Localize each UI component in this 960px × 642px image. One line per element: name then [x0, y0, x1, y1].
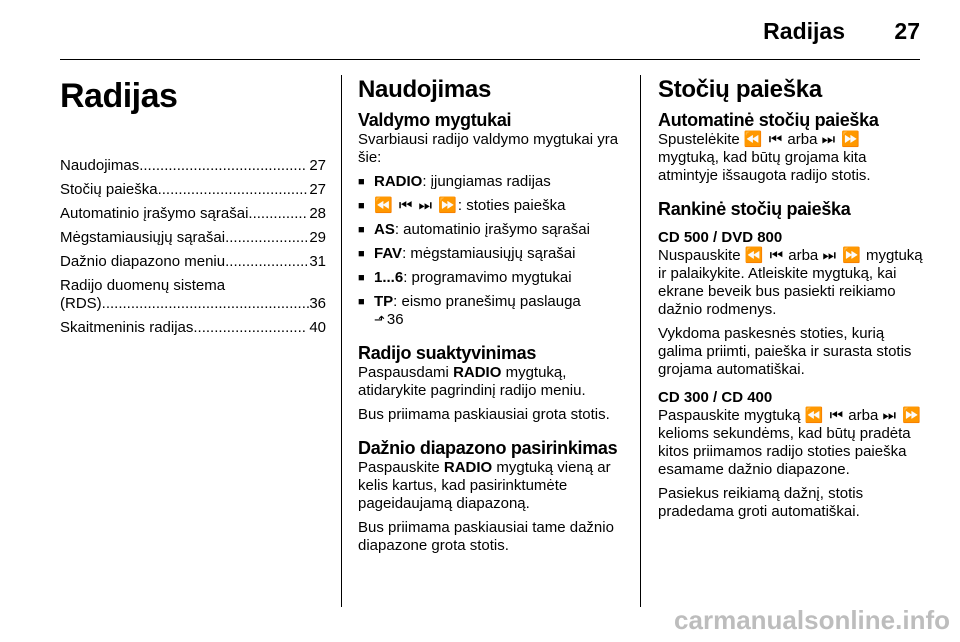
toc-label-line2: (RDS): [60, 295, 102, 312]
header-title: Radijas: [763, 18, 845, 44]
model-heading-cd300: CD 300 / CD 400: [658, 389, 773, 406]
section-title-search: Stočių paieška: [658, 76, 822, 103]
bullet-seek: [358, 197, 624, 215]
watermark: carmanualsonline.info: [674, 605, 950, 635]
toc-page: 40: [309, 319, 326, 336]
header-page-number: 27: [894, 18, 920, 44]
seek-buttons-icon: ⏪ ⏮ ⏭ ⏩: [374, 197, 458, 214]
seek-back-icon: ⏪ ⏮: [804, 407, 845, 424]
seek-forward-icon: ⏭ ⏩: [821, 131, 861, 148]
toc-entry[interactable]: [60, 319, 326, 337]
activate-text-2: Bus priimama paskiausiai grota stotis.: [358, 406, 610, 423]
toc-leader: [248, 205, 307, 223]
heading-band: Dažnio diapazono pasirinkimas: [358, 438, 618, 458]
toc-label: Mėgstamiausiųjų sąrašai: [60, 229, 226, 246]
toc-page: 27: [309, 157, 326, 174]
seek-forward-icon: ⏭ ⏩: [882, 407, 922, 424]
key-presets: 1...6: [374, 269, 404, 286]
bullet-presets: [358, 269, 624, 287]
bullet-text: : įjungiamas radijas: [422, 173, 551, 190]
text: arba: [784, 247, 823, 264]
text: arba: [844, 407, 883, 424]
key-as: AS: [374, 221, 395, 238]
toc-page: 36: [309, 295, 326, 312]
toc-entry-rds[interactable]: [60, 277, 326, 313]
bullet-as: [358, 221, 624, 239]
usage-column: [358, 72, 624, 561]
toc-page: 29: [309, 229, 326, 246]
toc-leader: [139, 157, 307, 175]
manual-cd500-text-2: Vykdoma paskesnės stoties, kurią galima priimti, paieška ir surasta stotis grojama automatiškai.: [658, 325, 912, 378]
manual-cd300-text-1: [658, 407, 924, 479]
bullet-text: : automatinio įrašymo sąrašai: [394, 221, 590, 238]
page-header: [0, 0, 960, 60]
controls-intro: Svarbiausi radijo valdymo mygtukai yra šie:: [358, 131, 619, 166]
text: Spustelėkite: [658, 131, 744, 148]
seek-back-icon: ⏪ ⏮: [744, 247, 785, 264]
bullet-radio: [358, 173, 624, 191]
band-text-1: [358, 459, 624, 513]
heading-controls: Valdymo mygtukai: [358, 110, 512, 130]
text: Paspauskite mygtuką: [658, 407, 805, 424]
page-ref-icon: ⬏: [374, 312, 385, 327]
bullet-tp: [358, 293, 624, 329]
toc-page: 31: [309, 253, 326, 270]
station-search-column: [658, 72, 924, 527]
bullet-fav: [358, 245, 624, 263]
key-tp: TP: [374, 293, 394, 310]
toc-entry[interactable]: [60, 253, 326, 271]
key-radio: RADIO: [374, 173, 423, 190]
toc-leader: [225, 253, 307, 271]
column-divider-1: [341, 75, 342, 607]
seek-back-icon: ⏪ ⏮: [743, 131, 784, 148]
seek-forward-icon: ⏭ ⏩: [822, 247, 862, 264]
toc-label: Dažnio diapazono meniu: [60, 253, 226, 270]
toc-leader: [193, 319, 307, 337]
activate-text-1: [358, 364, 624, 400]
chapter-title: Radijas: [60, 77, 178, 115]
heading-activate: Radijo suaktyvinimas: [358, 343, 537, 363]
text: mygtuką ir palaikykite. Atleiskite mygtuką, kai ekrane beveik bus pasiekti reikiamo dažnio rodmenys.: [658, 247, 923, 318]
key-radio: RADIO: [443, 459, 493, 476]
header-rule: [60, 59, 920, 60]
toc-entry[interactable]: [60, 229, 326, 247]
text: mygtuką, atidarykite pagrindinį radijo meniu.: [358, 364, 586, 399]
band-text-2: Bus priimama paskiausiai tame dažnio diapazone grota stotis.: [358, 519, 614, 554]
text: mygtuką vieną ar kelis kartus, kad pasirinktumėte pageidaujamą diapazoną.: [358, 459, 611, 512]
manual-cd300-text-2: Pasiekus reikiamą dažnį, stotis pradedama groti automatiškai.: [658, 485, 864, 520]
text: arba: [783, 131, 822, 148]
manual-cd500-text-1: [658, 247, 924, 319]
section-title-usage: Naudojimas: [358, 76, 492, 103]
auto-search-text: [658, 131, 924, 185]
toc-leader: [102, 295, 310, 313]
column-divider-2: [640, 75, 641, 607]
text: Nuspauskite: [658, 247, 745, 264]
toc-label: Skaitmeninis radijas: [60, 319, 194, 336]
text: kelioms sekundėms, kad būtų pradėta kitos priimamos radijo stoties paieška esamame dažnio diapazone.: [658, 425, 911, 478]
model-heading-cd500: CD 500 / DVD 800: [658, 229, 783, 246]
toc-leader: [158, 181, 308, 199]
toc-label: Stočių paieška: [60, 181, 158, 198]
toc-leader: [225, 229, 307, 247]
bullet-text: : mėgstamiausiųjų sąrašai: [402, 245, 576, 262]
text: mygtuką, kad būtų grojama kita atmintyje išsaugota radijo stotis.: [658, 149, 871, 184]
toc-label: Naudojimas: [60, 157, 140, 174]
toc-label-line1: Radijo duomenų sistema: [60, 277, 226, 294]
bullet-text: : stoties paieška: [457, 197, 566, 214]
heading-auto-search: Automatinė stočių paieška: [658, 110, 879, 130]
text: Paspauskite: [358, 459, 444, 476]
toc-entry[interactable]: [60, 205, 326, 223]
bullet-text: : programavimo mygtukai: [403, 269, 572, 286]
toc-page: 27: [309, 181, 326, 198]
key-fav: FAV: [374, 245, 403, 262]
bullet-text: : eismo pranešimų paslauga: [393, 293, 581, 310]
toc-entry[interactable]: [60, 157, 326, 175]
chapter-toc-column: [60, 72, 326, 343]
toc-label: Automatinio įrašymo sąrašai: [60, 205, 249, 222]
toc-entry[interactable]: [60, 181, 326, 199]
toc-page: 28: [309, 205, 326, 222]
text: Paspausdami: [358, 364, 454, 381]
heading-manual-search: Rankinė stočių paieška: [658, 199, 851, 219]
page-ref[interactable]: 36: [386, 311, 404, 328]
key-radio: RADIO: [453, 364, 502, 381]
